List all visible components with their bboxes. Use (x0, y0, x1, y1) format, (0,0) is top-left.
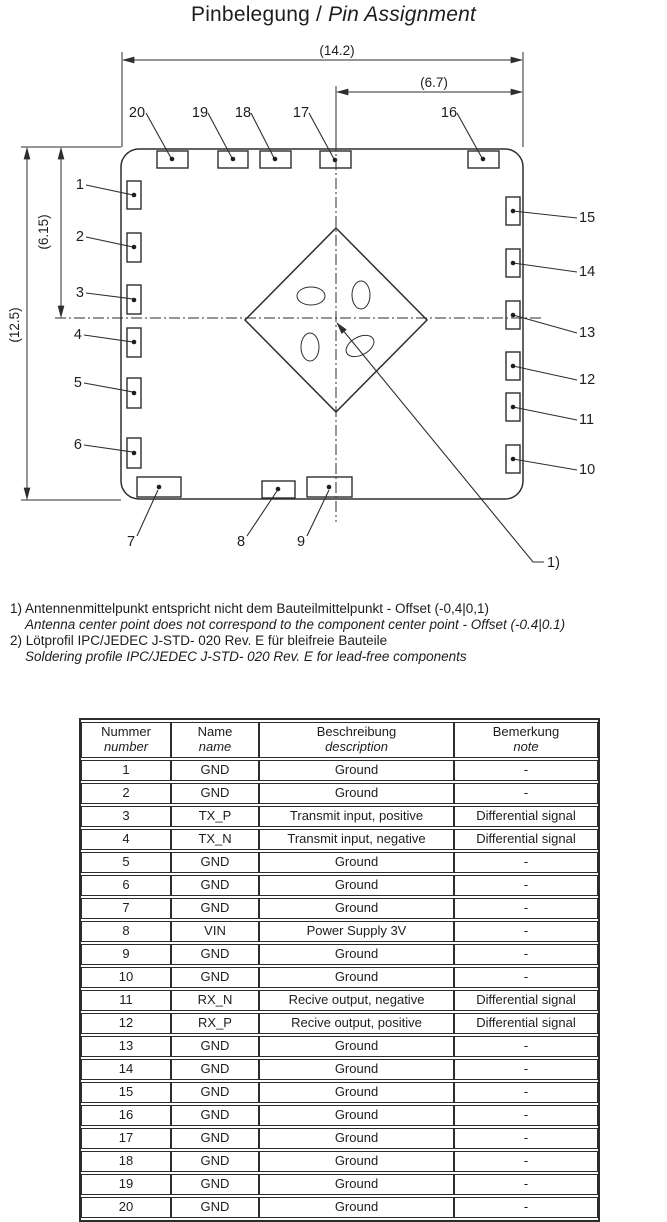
pin-9 (297, 477, 352, 550)
cell-note: - (454, 944, 598, 965)
cell-number: 6 (81, 875, 171, 896)
cell-description: Transmit input, negative (259, 829, 454, 850)
table-row (81, 1174, 598, 1195)
pin-18-label: 18 (234, 105, 252, 121)
header-number: Nummer number (81, 722, 171, 758)
footnote-2-de: 2) Lötprofil IPC/JEDEC J-STD- 020 Rev. E für bleifreie Bauteile (10, 633, 388, 648)
cell-number: 16 (81, 1105, 171, 1126)
cell-name: GND (171, 1082, 259, 1103)
table-row (81, 1105, 598, 1126)
cell-description: Ground (259, 1036, 454, 1057)
pin-12 (506, 352, 595, 388)
table-row (81, 990, 598, 1011)
cell-note: Differential signal (454, 1013, 598, 1034)
cell-description: Recive output, negative (259, 990, 454, 1011)
cell-number: 5 (81, 852, 171, 873)
pin-14 (506, 249, 595, 280)
pin-4 (74, 327, 141, 357)
component-body (121, 149, 523, 499)
dim-height-label: (12.5) (7, 307, 22, 343)
cell-name: GND (171, 1197, 259, 1218)
pin-16-label: 16 (440, 105, 458, 121)
pin-20 (129, 105, 188, 168)
cell-number: 18 (81, 1151, 171, 1172)
cell-description: Ground (259, 1174, 454, 1195)
cell-number: 8 (81, 921, 171, 942)
cell-description: Ground (259, 1105, 454, 1126)
cell-number: 12 (81, 1013, 171, 1034)
cell-note: - (454, 852, 598, 873)
pin-15 (506, 197, 595, 226)
cell-name: GND (171, 944, 259, 965)
table-row (81, 1036, 598, 1057)
dim-width-label: (14.2) (319, 43, 355, 58)
cell-description: Power Supply 3V (259, 921, 454, 942)
table-row (81, 760, 598, 781)
cell-number: 19 (81, 1174, 171, 1195)
dim-right-half-label: (6.7) (420, 75, 448, 90)
cell-number: 3 (81, 806, 171, 827)
cell-name: GND (171, 1128, 259, 1149)
pin-13 (506, 301, 595, 341)
page-title-de: Pinbelegung / (190, 3, 323, 26)
cell-name: RX_P (171, 1013, 259, 1034)
pin-15-label: 15 (579, 210, 596, 226)
cell-number: 9 (81, 944, 171, 965)
page-title (0, 3, 667, 27)
cell-description: Ground (259, 1059, 454, 1080)
table-row (81, 806, 598, 827)
dimension-upper-half-height (36, 148, 61, 317)
cell-number: 17 (81, 1128, 171, 1149)
pin-2-label: 2 (75, 229, 84, 245)
cell-number: 1 (81, 760, 171, 781)
note-ref-label: 1) (547, 555, 560, 571)
page-title-en: Pin Assignment (328, 3, 477, 26)
pin-16 (441, 105, 499, 168)
cell-note: - (454, 921, 598, 942)
dim-upper-half-label: (6.15) (36, 214, 51, 250)
cell-name: VIN (171, 921, 259, 942)
cell-note: - (454, 1105, 598, 1126)
pin-2 (76, 229, 141, 262)
cell-note: Differential signal (454, 806, 598, 827)
dimension-overall-height (7, 147, 121, 500)
pin-11-label: 11 (579, 412, 595, 428)
pin-17 (293, 105, 351, 168)
pin-1-label: 1 (75, 177, 84, 193)
cell-note: - (454, 967, 598, 988)
antenna-center-callout (337, 323, 560, 571)
cell-note: - (454, 1036, 598, 1057)
pin-19-label: 19 (191, 105, 209, 121)
cell-note: - (454, 1174, 598, 1195)
cell-name: TX_P (171, 806, 259, 827)
antenna-slot (301, 333, 319, 361)
table-row (81, 829, 598, 850)
cell-name: GND (171, 1174, 259, 1195)
table-row (81, 1059, 598, 1080)
cell-name: GND (171, 760, 259, 781)
cell-name: GND (171, 1105, 259, 1126)
pin-14-label: 14 (579, 264, 596, 280)
table-row (81, 783, 598, 804)
cell-number: 11 (81, 990, 171, 1011)
table-row (81, 1151, 598, 1172)
pin-10-label: 10 (579, 462, 596, 478)
cell-note: - (454, 1128, 598, 1149)
cell-description: Ground (259, 875, 454, 896)
pin-7 (127, 477, 181, 550)
cell-description: Ground (259, 944, 454, 965)
cell-description: Ground (259, 783, 454, 804)
pin-7-label: 7 (126, 534, 136, 550)
cell-name: GND (171, 875, 259, 896)
cell-note: - (454, 898, 598, 919)
table-row (81, 1128, 598, 1149)
table-row (81, 875, 598, 896)
cell-note: - (454, 783, 598, 804)
table-row (81, 1013, 598, 1034)
pin-8-label: 8 (236, 534, 246, 550)
cell-name: GND (171, 852, 259, 873)
footnote-1-de: 1) Antennenmittelpunkt entspricht nicht dem Bauteilmittelpunkt - Offset (-0,4|0,1) (10, 601, 489, 616)
pin-3 (76, 285, 141, 314)
cell-number: 13 (81, 1036, 171, 1057)
pin-assignment-drawing (0, 40, 667, 585)
cell-description: Ground (259, 898, 454, 919)
cell-description: Ground (259, 852, 454, 873)
cell-note: - (454, 1059, 598, 1080)
table-row (81, 944, 598, 965)
cell-name: GND (171, 1151, 259, 1172)
header-note: Bemerkung note (454, 722, 598, 758)
cell-number: 20 (81, 1197, 171, 1218)
pin-8 (237, 481, 295, 550)
cell-description: Ground (259, 1128, 454, 1149)
pin-3-label: 3 (75, 285, 84, 301)
cell-description: Ground (259, 760, 454, 781)
pin-5 (74, 375, 141, 408)
dimension-overall-width (122, 43, 523, 147)
cell-number: 14 (81, 1059, 171, 1080)
pin-11 (506, 393, 594, 428)
cell-name: GND (171, 898, 259, 919)
pin-9-label: 9 (296, 534, 306, 550)
cell-note: - (454, 1151, 598, 1172)
pin-table-container (79, 718, 600, 1222)
footnote-2-en: Soldering profile IPC/JEDEC J-STD- 020 Rev. E for lead-free components (25, 649, 467, 664)
pin-10 (506, 445, 595, 478)
table-row (81, 967, 598, 988)
cell-note: - (454, 1082, 598, 1103)
antenna-slot (297, 287, 325, 305)
cell-name: GND (171, 783, 259, 804)
table-row (81, 852, 598, 873)
cell-description: Ground (259, 967, 454, 988)
table-row (81, 1197, 598, 1218)
cell-name: RX_N (171, 990, 259, 1011)
table-row (81, 921, 598, 942)
cell-note: - (454, 1197, 598, 1218)
pin-6-label: 6 (73, 437, 82, 453)
pin-4-label: 4 (73, 327, 82, 343)
pin-5-label: 5 (73, 375, 82, 391)
cell-name: GND (171, 1036, 259, 1057)
cell-name: GND (171, 1059, 259, 1080)
pin-12-label: 12 (579, 372, 596, 388)
cell-description: Ground (259, 1151, 454, 1172)
cell-number: 7 (81, 898, 171, 919)
cell-name: TX_N (171, 829, 259, 850)
cell-description: Recive output, positive (259, 1013, 454, 1034)
cell-number: 2 (81, 783, 171, 804)
header-name: Name name (171, 722, 259, 758)
pin-13-label: 13 (579, 325, 596, 341)
cell-number: 4 (81, 829, 171, 850)
table-row (81, 1082, 598, 1103)
cell-note: - (454, 875, 598, 896)
header-description: Beschreibung description (259, 722, 454, 758)
pin-1 (76, 177, 141, 209)
table-header-row (81, 722, 598, 758)
cell-name: GND (171, 967, 259, 988)
pin-assignment-table (79, 718, 600, 1222)
cell-number: 15 (81, 1082, 171, 1103)
footnote-1-en: Antenna center point does not correspond to the component center point - Offset (-0.4|0.1) (25, 617, 566, 632)
cell-description: Ground (259, 1082, 454, 1103)
cell-note: Differential signal (454, 990, 598, 1011)
footnotes (10, 601, 660, 665)
cell-note: Differential signal (454, 829, 598, 850)
pin-6 (74, 437, 141, 468)
table-row (81, 898, 598, 919)
pin-17-label: 17 (292, 105, 310, 121)
pin-table-body (81, 760, 598, 1218)
pin-20-label: 20 (128, 105, 146, 121)
cell-number: 10 (81, 967, 171, 988)
cell-description: Ground (259, 1197, 454, 1218)
cell-description: Transmit input, positive (259, 806, 454, 827)
antenna-slot (352, 281, 370, 309)
dimension-right-half-width (336, 75, 522, 142)
cell-note: - (454, 760, 598, 781)
